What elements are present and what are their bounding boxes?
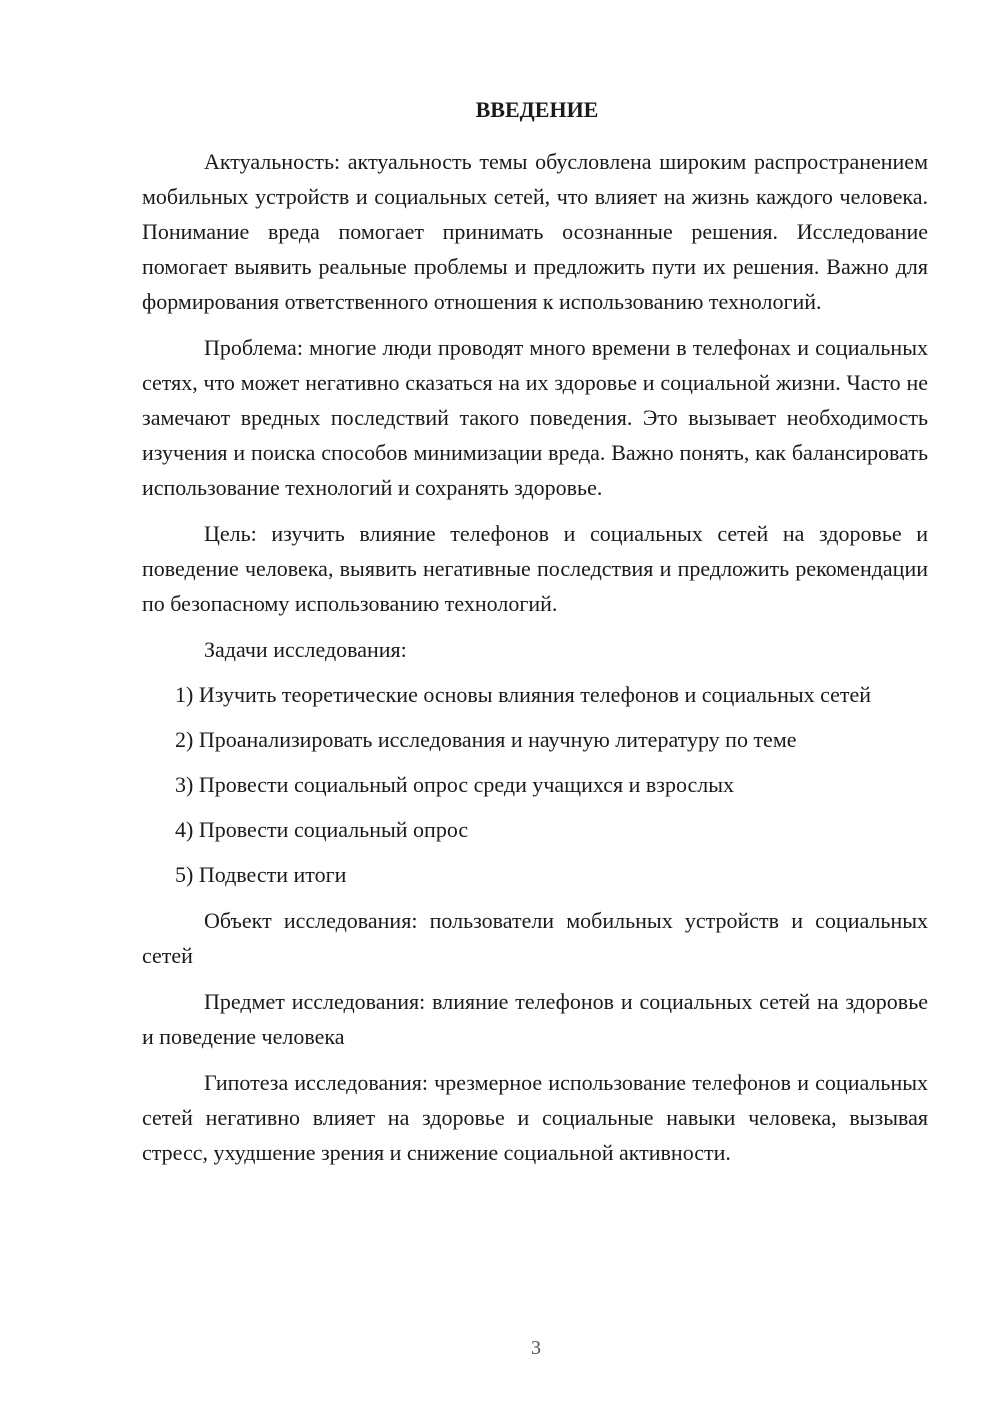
page-number: 3 xyxy=(531,1337,541,1359)
tasks-heading: Задачи исследования: xyxy=(204,637,407,662)
goal-paragraph: Цель: изучить влияние телефонов и социальных сетей на здоровье и поведение человека, выявить негативные последствия и предложить рекомендации по безопасному использованию технологий. xyxy=(142,521,928,616)
task-item-4: 4) Провести социальный опрос xyxy=(175,817,469,842)
subject-paragraph: Предмет исследования: влияние телефонов и социальных сетей на здоровье и поведение человека xyxy=(142,989,928,1049)
document-page xyxy=(142,94,928,1170)
problem-paragraph: Проблема: многие люди проводят много времени в телефонах и социальных сетях, что может негативно сказаться на их здоровье и социальной жизни. Часто не замечают вредных последствий такого поведения. Это вызывает необходимость изучения и поиска способов минимизации вреда. Важно понять, как балансировать использование технологий и сохранять здоровье. xyxy=(142,335,928,500)
section-title: ВВЕДЕНИЕ xyxy=(475,97,599,122)
task-item-1: 1) Изучить теоретические основы влияния телефонов и социальных сетей xyxy=(175,682,872,707)
object-paragraph: Объект исследования: пользователи мобильных устройств и социальных сетей xyxy=(142,908,928,968)
relevance-paragraph: Актуальность: актуальность темы обусловлена широким распространением мобильных устройств и социальных сетей, что влияет на жизнь каждого человека. Понимание вреда помогает принимать осознанные решения. Исследование помогает выявить реальные проблемы и предложить пути их решения. Важно для формирования ответственного отношения к использованию технологий. xyxy=(142,149,928,314)
task-item-3: 3) Провести социальный опрос среди учащихся и взрослых xyxy=(175,772,735,797)
task-item-2: 2) Проанализировать исследования и научную литературу по теме xyxy=(175,727,797,752)
task-item-5: 5) Подвести итоги xyxy=(175,862,347,887)
hypothesis-paragraph: Гипотеза исследования: чрезмерное использование телефонов и социальных сетей негативно влияет на здоровье и социальные навыки человека, вызывая стресс, ухудшение зрения и снижение социальной активности. xyxy=(142,1070,928,1165)
